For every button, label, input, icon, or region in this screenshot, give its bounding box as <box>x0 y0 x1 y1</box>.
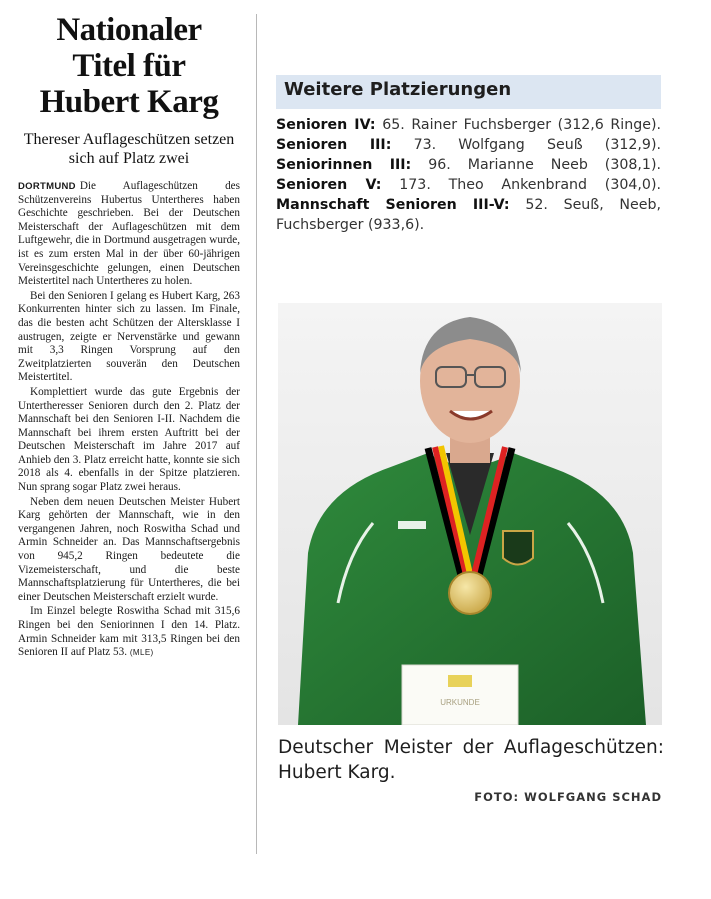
placement-category: Seniorinnen III: <box>276 157 412 173</box>
headline <box>18 12 240 120</box>
placement-category: Mannschaft Senioren III-V: <box>276 197 510 213</box>
photo-hubert-karg <box>278 303 662 725</box>
placement-result: 173. Theo Ankenbrand (304,0). <box>399 177 661 193</box>
subheadline: Thereser Auflageschützen setzen sich auf Platz zwei <box>23 131 235 167</box>
placement-category: Senioren V: <box>276 177 382 193</box>
placements-list <box>276 115 661 235</box>
headline-line: Nationaler <box>56 12 202 48</box>
author-initials: (MLE) <box>129 648 154 658</box>
gold-medal <box>449 572 491 614</box>
portrait-illustration <box>278 303 662 725</box>
article-paragraph <box>18 180 240 289</box>
article-paragraph: Komplettiert wurde das gute Ergebnis der Untertheresser Senioren durch den 2. Platz der Mannschaft bei den Senioren I-II. Nachdem die Mannschaft bei ihrem ersten Auftritt bei der Deutschen Meisterschaft im Jahre 2017 auf Anhieb den 3. Platz erreicht hatte, konnte sie sich 2018 als 4. ebenfalls in der Spitze platzieren. Nun sprang sogar Platz zwei heraus. <box>18 385 240 494</box>
headline-line: Hubert Karg <box>39 84 219 120</box>
placement-result: 65. Rainer Fuchsberger (312,6 Ringe). <box>382 117 661 133</box>
certificate-emblem <box>448 675 472 687</box>
paragraph-text: Die Auflageschützen des Schützenvereins Hubertus Untertheres haben Geschichte geschrieben. Bei der Deutschen Meisterschaft der Auflageschützen mit dem Luftgewehr, die in Dortmund ausgetragen wurde, ist es zum ersten Mal in der über 60-jährigen Vereinsgeschichte gelungen, einen Deutschen Meistertitel nach Untertheres zu holen. <box>18 180 240 288</box>
article-body <box>18 180 240 660</box>
placement-category: Senioren III: <box>276 137 392 153</box>
placement-result: 73. Wolfgang Seuß (312,9). <box>413 137 661 153</box>
dateline: DORTMUND <box>18 181 76 192</box>
club-badge <box>503 531 533 565</box>
photo-credit: FOTO: WOLFGANG SCHAD <box>474 790 662 804</box>
article-paragraph: Neben dem neuen Deutschen Meister Hubert Karg gehörten der Mannschaft, wie in den vergangenen Jahren, noch Roswitha Schad und Armin Schneider an. Das Mannschaftsergebnis von 945,2 Ringen bedeutete die Vizemeisterschaft, und die beste Mannschaftsplatzierung für Untertheres, die bei einer Deutschen Meisterschaft erzielt wurde. <box>18 495 240 603</box>
article-column <box>18 12 240 661</box>
photo-caption: Deutscher Meister der Auflageschützen: Hubert Karg. <box>278 737 664 783</box>
certificate <box>402 665 518 725</box>
article-paragraph: Bei den Senioren I gelang es Hubert Karg, 263 Konkurrenten hinter sich zu lassen. Im Finale, das die besten acht Schützen der Altersklasse I austrugen, zeigte er Nervenstärke und gewann mit 3,3 Ringen Vorsprung auf den Zweitplatzierten souverän den Deutschen Meistertitel. <box>18 289 240 384</box>
paragraph-text: Im Einzel belegte Roswitha Schad mit 315,6 Ringen bei den Seniorinnen I den 14. Platz. Armin Schneider kam mit 313,5 Ringen bei den Senioren II auf Platz 53. <box>18 605 240 659</box>
placement-result: 52. Seuß, Neeb, Fuchsberger (933,6). <box>276 197 662 233</box>
placement-result: 96. Marianne Neeb (308,1). <box>428 157 661 173</box>
placements-title: Weitere Platzierungen <box>276 75 661 109</box>
article-paragraph <box>18 605 240 659</box>
jacket-logo <box>398 521 426 529</box>
column-divider <box>256 14 257 854</box>
headline-line: Titel für <box>72 48 186 84</box>
placements-box <box>276 75 661 235</box>
placement-category: Senioren IV: <box>276 117 376 133</box>
certificate-label: URKUNDE <box>440 698 480 707</box>
